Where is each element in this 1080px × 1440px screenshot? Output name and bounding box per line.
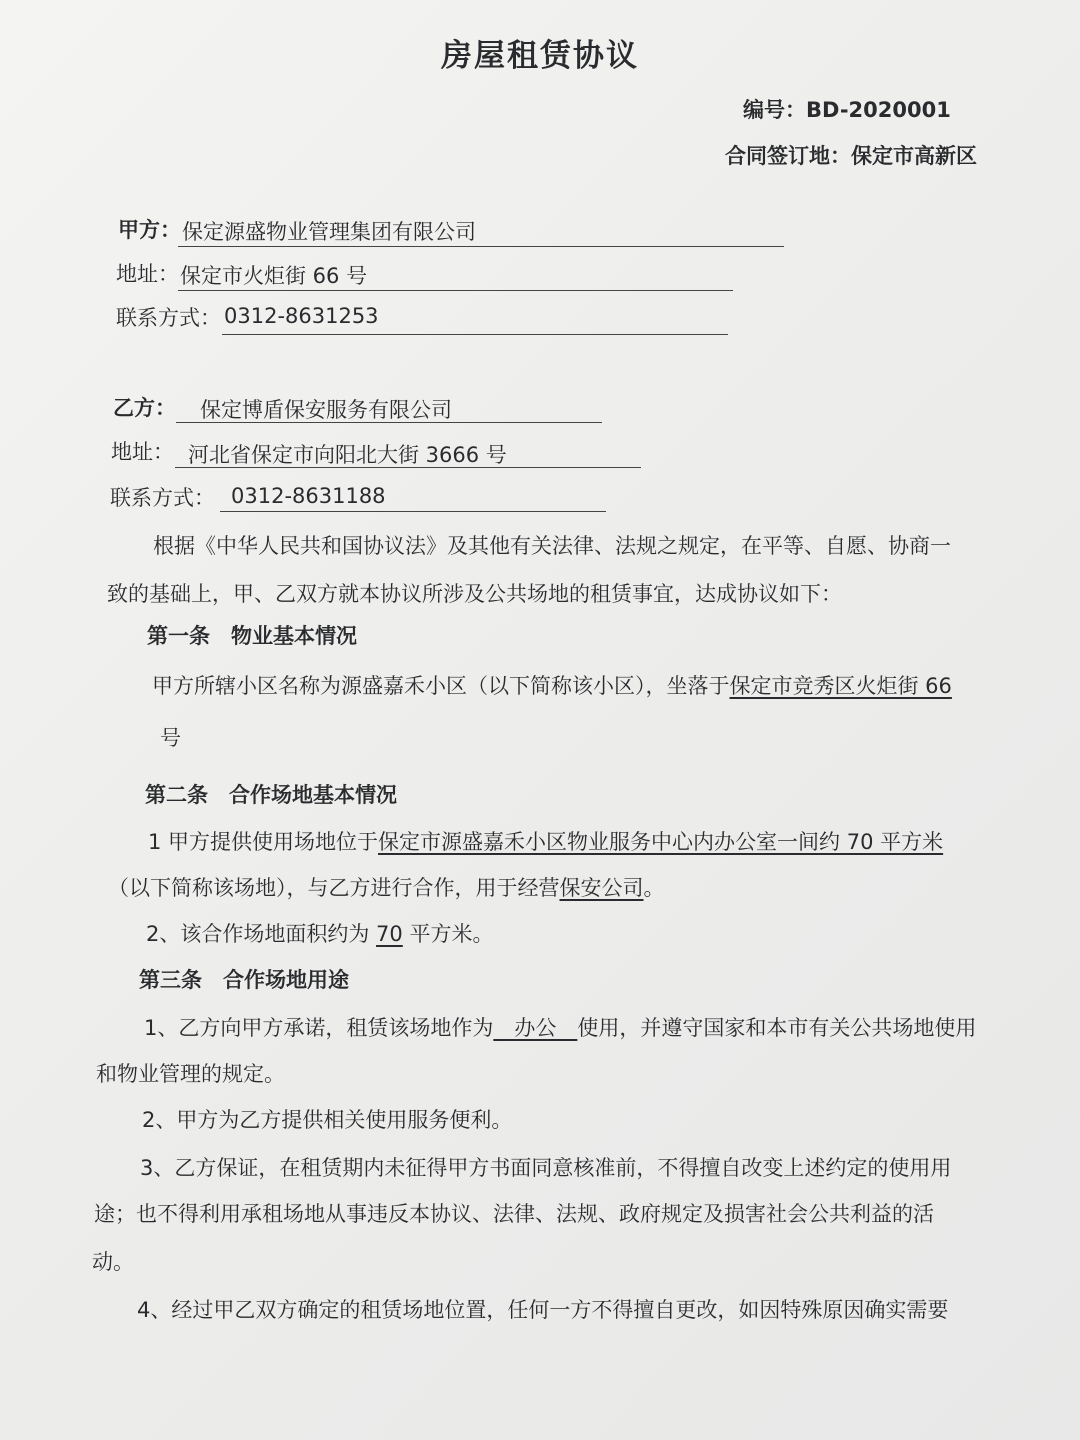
article-3-para-3-line-1: 3、乙方保证，在租赁期内未征得甲方书面同意核准前，不得擅自改变上述约定的使用用 [140,1156,952,1180]
party-a-contact-underline [222,334,728,335]
intro-line-1: 根据《中华人民共和国协议法》及其他有关法律、法规之规定，在平等、自愿、协商一 [153,534,951,558]
article-3-para-1-rest: 使用，并遵守国家和本市有关公共场地使用 [577,1016,977,1040]
signing-place [725,140,977,170]
article-2-business-type: 保安公司 [559,876,644,900]
article-2-para-1-line-2 [108,872,665,902]
article-3-heading: 第三条 合作场地用途 [139,968,349,992]
party-b-label: 乙方： [113,396,176,420]
article-2-para-2-text: 2、该合作场地面积约为 [146,922,377,946]
party-b-contact-label: 联系方式： [110,486,215,510]
article-2-area-value: 70 [376,922,403,946]
party-a-contact-label: 联系方式： [116,306,221,330]
intro-line-2: 致的基础上，甲、乙双方就本协议所涉及公共场地的租赁事宜，达成协议如下： [107,582,842,606]
article-3-para-1-line-1 [144,1012,976,1042]
party-b-name-underline [176,422,602,423]
article-1-location: 保定市竞秀区火炬街 66 [729,674,952,698]
party-b-address-underline [175,467,641,468]
document-title: 房屋租赁协议 [441,38,639,74]
article-1-line-1-text: 甲方所辖小区名称为源盛嘉禾小区（以下简称该小区），坐落于 [152,674,730,698]
article-2-para-2 [146,918,493,948]
signing-place-label: 合同签订地： [725,144,851,168]
party-b-address-label: 地址： [111,440,174,464]
article-3-para-2: 2、甲方为乙方提供相关使用服务便利。 [142,1108,513,1132]
party-a-address-label: 地址： [116,262,179,286]
article-1-line-1 [152,670,952,700]
contract-number [743,94,951,124]
article-3-usage: 办公 [493,1016,578,1040]
party-a-name: 保定源盛物业管理集团有限公司 [182,220,476,244]
article-2-para-1-text: 1 甲方提供使用场地位于 [148,830,379,854]
party-b-name: 保定博盾保安服务有限公司 [200,398,452,422]
party-b-contact-underline [220,511,606,512]
article-1-line-2: 号 [160,726,181,750]
article-2-para-2-end: 平方米。 [402,922,494,946]
party-b-address: 河北省保定市向阳北大街 3666 号 [188,443,507,467]
article-2-para-1-line-1 [148,826,943,856]
article-3-para-1-line-2: 和物业管理的规定。 [96,1062,285,1086]
party-a-address-underline [178,290,733,291]
article-3-para-3-line-2: 途；也不得利用承租场地从事违反本协议、法律、法规、政府规定及损害社会公共利益的活 [94,1202,934,1226]
article-3-para-1-text: 1、乙方向甲方承诺，租赁该场地作为 [144,1016,494,1040]
contract-number-value: BD-2020001 [806,98,951,122]
signing-place-value: 保定市高新区 [851,144,977,168]
article-2-para-1-line-2-text: （以下简称该场地），与乙方进行合作，用于经营 [108,876,560,900]
article-1-heading: 第一条 物业基本情况 [147,624,357,648]
article-2-heading: 第二条 合作场地基本情况 [145,783,397,807]
contract-number-label: 编号： [743,98,806,122]
party-a-label: 甲方： [118,218,181,242]
article-2-para-1-line-2-end: 。 [643,876,665,900]
party-b-contact: 0312-8631188 [231,484,386,508]
party-a-address: 保定市火炬街 66 号 [180,264,368,288]
article-3-para-3-line-3: 动。 [92,1250,134,1274]
article-2-site-location: 保定市源盛嘉禾小区物业服务中心内办公室一间约 70 平方米 [378,830,944,854]
party-a-name-underline [178,246,784,247]
party-a-contact: 0312-8631253 [224,304,379,328]
article-3-para-4: 4、经过甲乙双方确定的租赁场地位置，任何一方不得擅自更改，如因特殊原因确实需要 [137,1298,949,1322]
